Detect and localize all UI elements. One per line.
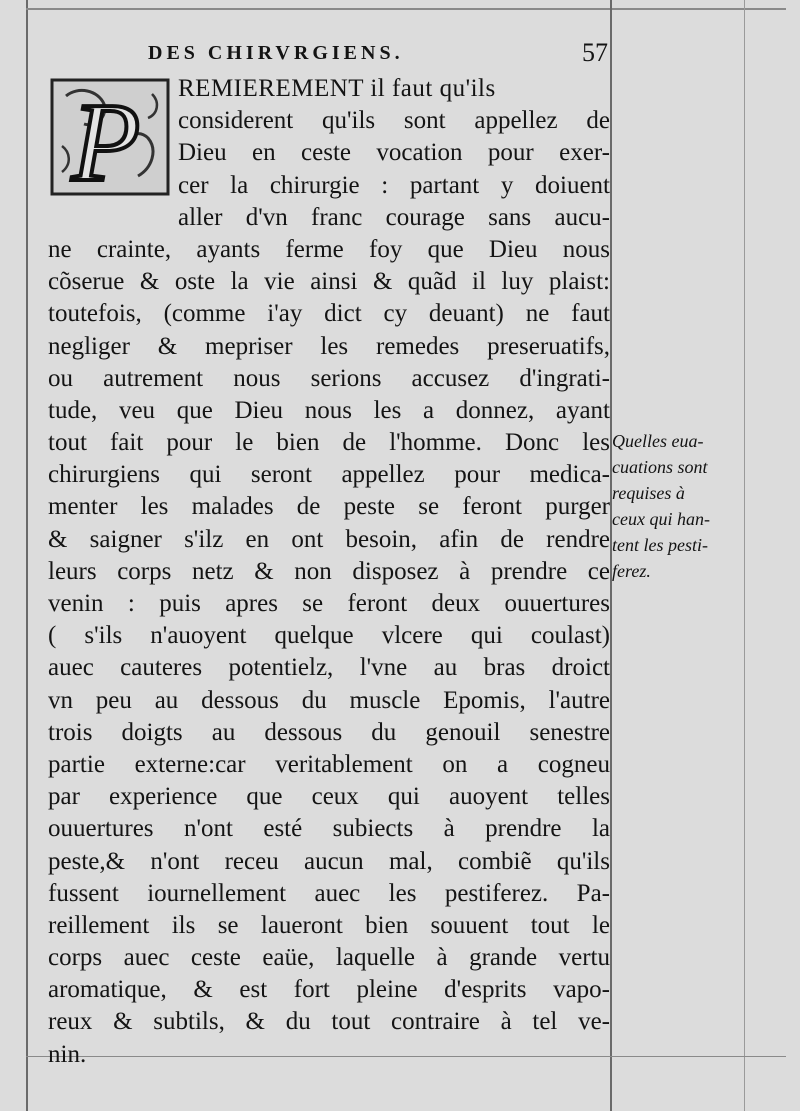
text-line: menter les malades de peste se feront purger	[48, 493, 610, 521]
text-line: par experience que ceux qui auoyent telles	[48, 783, 610, 811]
text-line: trois doigts au dessous du genouil senestre	[48, 718, 610, 746]
text-line: nin.	[48, 1040, 87, 1068]
text-line: negliger & mepriser les remedes preseruatifs,	[48, 332, 610, 360]
text-line: tout fait pour le bien de l'homme. Donc les	[48, 429, 610, 457]
page-number: 57	[582, 38, 608, 67]
text-line: considerent qu'ils sont appellez de	[178, 107, 610, 135]
left-rule	[26, 0, 28, 1111]
text-line: vn peu au dessous du muscle Epomis, l'autre	[48, 686, 610, 714]
text-line: & saigner s'ilz en ont besoin, afin de rendre	[48, 525, 610, 553]
text-line: ( s'ils n'auoyent quelque vlcere qui coulast)	[48, 622, 610, 650]
running-header	[148, 38, 608, 68]
drop-cap-letter: P	[71, 81, 141, 198]
margin-note-line: tent les pesti-	[612, 535, 708, 555]
body-text	[48, 73, 610, 1071]
text-line: cer la chirurgie : partant y doiuent	[178, 171, 610, 199]
text-line: REMIEREMENT il faut qu'ils	[178, 75, 496, 102]
text-line: aller d'vn franc courage sans aucu-	[178, 203, 610, 231]
top-rule	[26, 8, 786, 10]
margin-note-line: requises à	[612, 483, 685, 503]
text-line: Dieu en ceste vocation pour exer-	[178, 139, 610, 167]
margin-note	[612, 428, 772, 584]
text-line: reux & subtils, & du tout contraire à tel ve-	[48, 1008, 610, 1036]
text-line: auec cauteres potentielz, l'vne au bras droict	[48, 654, 610, 682]
text-line: cõserue & oste la vie ainsi & quãd il luy plaist:	[48, 268, 610, 296]
text-line: toutefois, (comme i'ay dict cy deuant) ne faut	[48, 300, 610, 328]
text-line: ne crainte, ayants ferme foy que Dieu nous	[48, 235, 610, 263]
margin-note-line: Quelles eua-	[612, 431, 704, 451]
text-line: tude, veu que Dieu nous les a donnez, ayant	[48, 396, 610, 424]
text-line: peste,& n'ont receu aucun mal, combiẽ qu'ils	[48, 847, 610, 875]
text-line: reillement ils se laueront bien souuent tout le	[48, 911, 610, 939]
margin-note-line: ceux qui han-	[612, 509, 710, 529]
text-line: leurs corps netz & non disposez à prendre ce	[48, 557, 610, 585]
margin-note-line: cuations sont	[612, 457, 708, 477]
text-line: aromatique, & est fort pleine d'esprits vapo-	[48, 976, 610, 1004]
text-line: ou autrement nous serions accusez d'ingrati-	[48, 364, 610, 392]
text-line: venin : puis apres se feront deux ouuertures	[48, 590, 610, 617]
running-title: DES CHIRVRGIENS.	[148, 42, 404, 64]
text-line: ouuertures n'ont esté subiects à prendre la	[48, 815, 610, 843]
text-line: corps auec ceste eaüe, laquelle à grande vertu	[48, 944, 610, 972]
margin-note-line: ferez.	[612, 561, 651, 581]
text-line: fussent iournellement auec les pestiferez. Pa-	[48, 879, 610, 907]
text-line: partie externe:car veritablement on a cogneu	[48, 750, 610, 778]
text-line: chirurgiens qui seront appellez pour medica-	[48, 461, 610, 489]
